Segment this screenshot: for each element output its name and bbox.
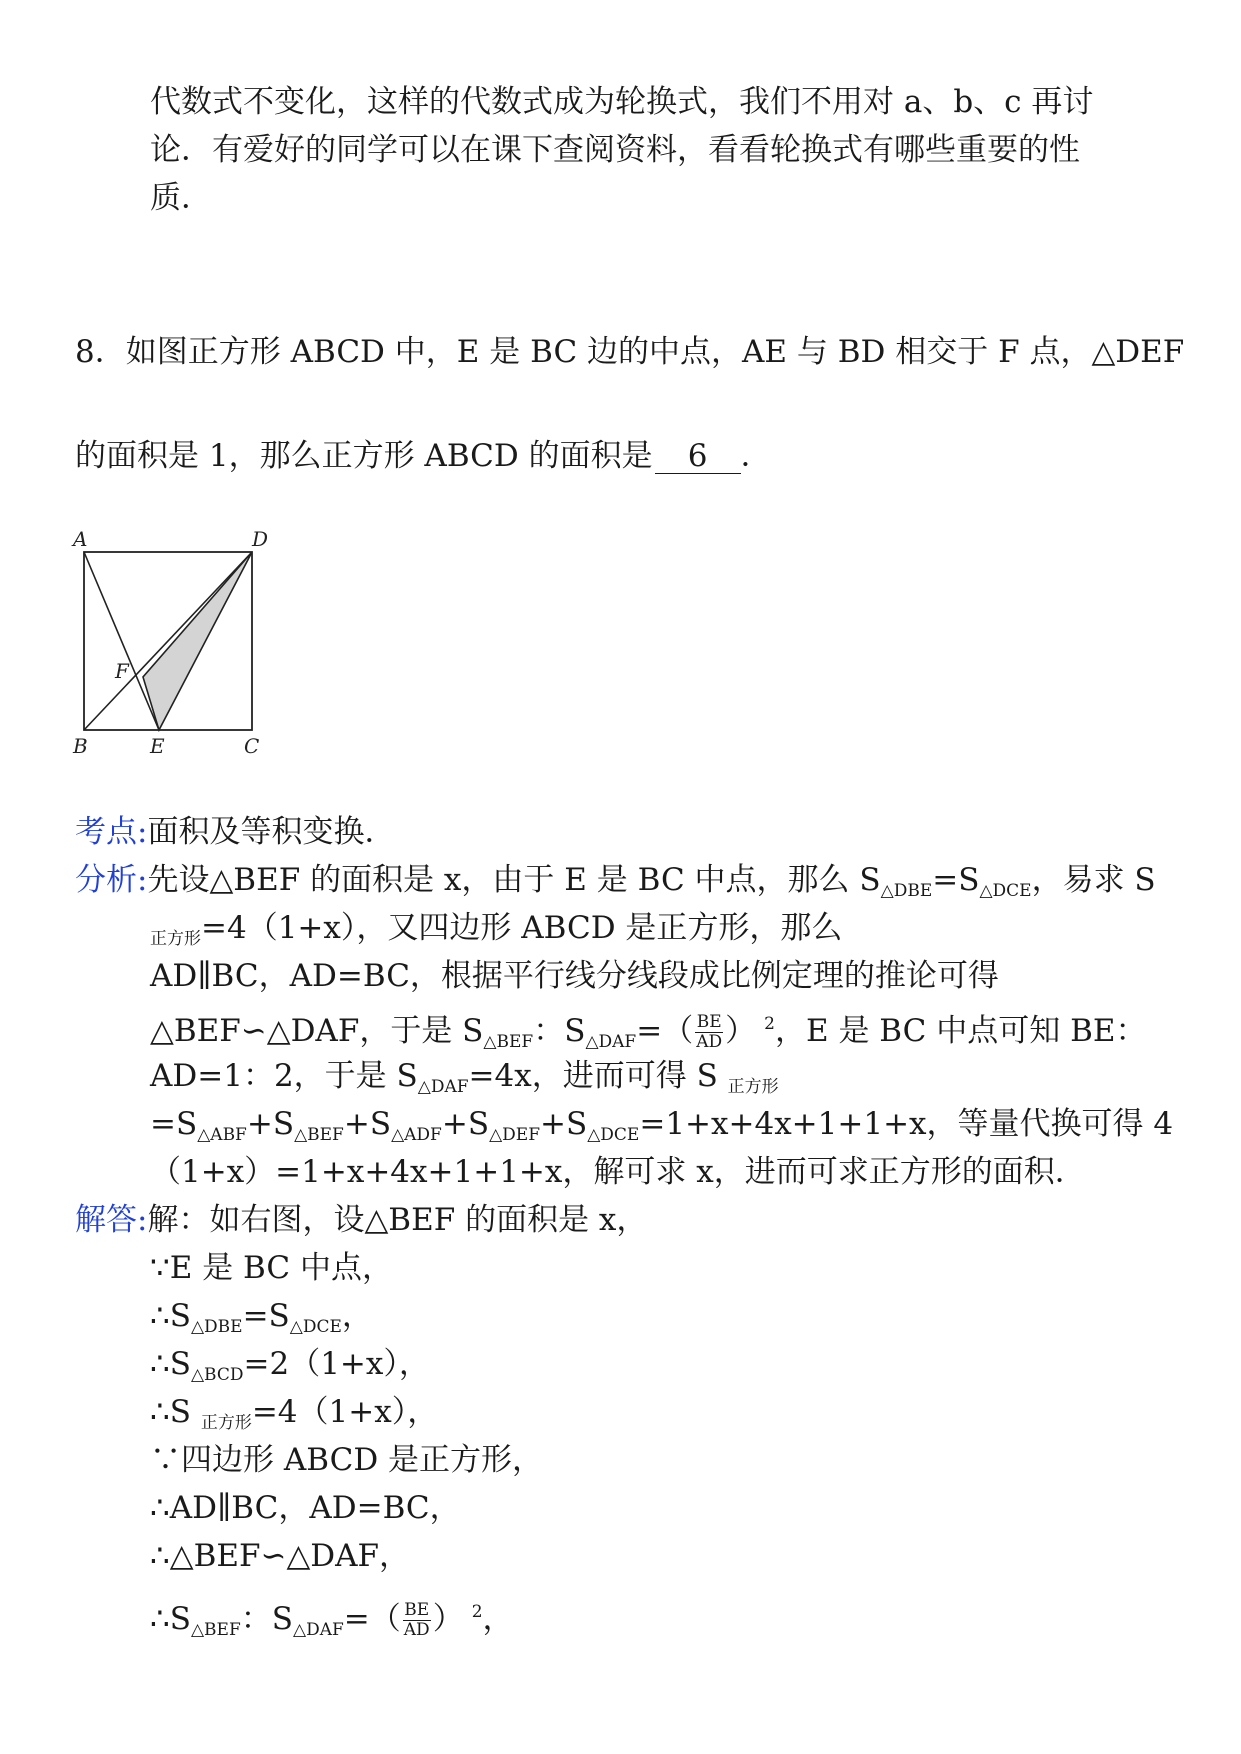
- subscript: △ADF: [391, 1125, 442, 1145]
- subscript: △BCD: [190, 1365, 244, 1385]
- jieda-line-9: [150, 1592, 514, 1650]
- fenxi-line-1: [75, 860, 1156, 911]
- text: ∴S: [150, 1346, 191, 1382]
- subscript: △DCE: [587, 1125, 640, 1145]
- jieda-line-5: [150, 1392, 438, 1443]
- subscript: △BEF: [483, 1032, 534, 1052]
- superscript: 2: [471, 1602, 483, 1622]
- text: ：S: [240, 1601, 293, 1637]
- label-a: A: [73, 530, 88, 551]
- text: ，E 是 BC 中点可知 BE：: [774, 1013, 1147, 1049]
- label-d: D: [252, 530, 269, 551]
- text: ，: [482, 1601, 514, 1637]
- fenxi-line-7: （1+x）=1+x+4x+1+1+x，解可求 x，进而可求正方形的面积．: [150, 1154, 1086, 1190]
- text: =2（1+x），: [243, 1346, 430, 1382]
- jieda-line-4: [150, 1344, 430, 1395]
- jieda-label: 解答:: [75, 1202, 148, 1238]
- text: =4（1+x），又四边形 ABCD 是正方形，那么: [201, 910, 843, 946]
- text: +S: [441, 1106, 490, 1142]
- text: +S: [540, 1106, 588, 1142]
- triangle-def: [143, 552, 252, 730]
- fraction-be-ad: [403, 1601, 431, 1640]
- text: +S: [343, 1106, 392, 1142]
- fraction-numerator: BE: [696, 1012, 722, 1032]
- problem-period: ．: [740, 438, 772, 474]
- label-e: E: [150, 734, 165, 758]
- problem-line-1: 8．如图正方形 ABCD 中，E 是 BC 边的中点，AE 与 BD 相交于 F 点，△DEF: [75, 334, 1185, 370]
- kaodian-line: [75, 812, 395, 852]
- subscript: △DCE: [289, 1317, 342, 1337]
- text: △BEF∽△DAF，于是 S: [150, 1013, 484, 1049]
- fenxi-line-4: [150, 1004, 1147, 1062]
- jieda-line-1: [75, 1200, 647, 1240]
- jieda-line-8: ∴△BEF∽△DAF，: [150, 1538, 411, 1574]
- text: ）: [432, 1601, 464, 1637]
- subscript: 正方形: [200, 1413, 252, 1433]
- subscript: 正方形: [150, 929, 201, 949]
- jieda-line-7: ∴AD∥BC，AD=BC，: [150, 1490, 461, 1526]
- text: =S: [932, 862, 980, 898]
- subscript: △DBE: [190, 1317, 243, 1337]
- text: ）: [725, 1013, 757, 1049]
- subscript: △DAF: [585, 1032, 637, 1052]
- subscript: △DCE: [979, 881, 1032, 901]
- fenxi-line-5: [150, 1056, 779, 1107]
- subscript: △DAF: [293, 1620, 344, 1640]
- text: AD=1：2，于是 S: [150, 1058, 418, 1094]
- fenxi-line-6: [150, 1104, 1173, 1155]
- problem-line-2: [75, 436, 772, 476]
- subscript: △ABF: [197, 1125, 247, 1145]
- label-b: B: [73, 734, 88, 758]
- text: 解：如右图，设△BEF 的面积是 x，: [147, 1202, 648, 1238]
- segment-ae: [84, 552, 159, 730]
- problem-text: 的面积是 1，那么正方形 ABCD 的面积是: [75, 438, 653, 474]
- text: =（: [343, 1601, 401, 1637]
- kaodian-text: 面积及等积变换．: [147, 814, 396, 850]
- intro-line-3: 质．: [150, 180, 212, 216]
- subscript: △DAF: [417, 1077, 469, 1097]
- text: ，: [341, 1298, 373, 1334]
- fenxi-label: 分析:: [75, 862, 148, 898]
- subscript: △BEF: [294, 1125, 344, 1145]
- text: ：S: [533, 1013, 586, 1049]
- intro-line-2: 论．有爱好的同学可以在课下查阅资料，看看轮换式有哪些重要的性: [150, 132, 1080, 168]
- text: 先设△BEF 的面积是 x，由于 E 是 BC 中点，那么 S: [147, 862, 881, 898]
- fraction-be-ad: [695, 1013, 723, 1052]
- superscript: 2: [764, 1014, 775, 1034]
- text: ，易求 S: [1031, 862, 1156, 898]
- fraction-numerator: BE: [404, 1600, 430, 1620]
- fraction-denominator: AD: [696, 1032, 723, 1052]
- jieda-line-3: [150, 1296, 373, 1347]
- text: =4x，进而可得 S: [468, 1058, 728, 1094]
- text: ∴S: [150, 1394, 201, 1430]
- label-f: F: [115, 659, 129, 683]
- subscript: 正方形: [727, 1077, 779, 1097]
- subscript: △BEF: [190, 1620, 241, 1640]
- fraction-denominator: AD: [403, 1620, 430, 1640]
- text: =S: [150, 1106, 198, 1142]
- jieda-line-6: ∵四边形 ABCD 是正方形，: [150, 1442, 544, 1478]
- fenxi-line-2: [150, 908, 842, 959]
- fenxi-line-3: AD∥BC，AD=BC，根据平行线分线段成比例定理的推论可得: [150, 958, 999, 994]
- jieda-line-2: ∵E 是 BC 中点，: [150, 1250, 393, 1286]
- square-figure: [68, 530, 288, 760]
- text: =（: [636, 1013, 694, 1049]
- text: =4（1+x），: [251, 1394, 439, 1430]
- kaodian-label: 考点:: [75, 814, 148, 850]
- intro-line-1: 代数式不变化，这样的代数式成为轮换式，我们不用对 a、b、c 再讨: [150, 84, 1094, 120]
- text: =S: [242, 1298, 290, 1334]
- text: +S: [246, 1106, 295, 1142]
- text: ∴S: [150, 1298, 191, 1334]
- answer-blank: 6: [655, 439, 741, 474]
- text: =1+x+4x+1+1+x，等量代换可得 4: [639, 1106, 1174, 1142]
- text: ∴S: [150, 1601, 191, 1637]
- label-c: C: [244, 734, 260, 758]
- subscript: △DBE: [880, 881, 933, 901]
- subscript: △DEF: [489, 1125, 540, 1145]
